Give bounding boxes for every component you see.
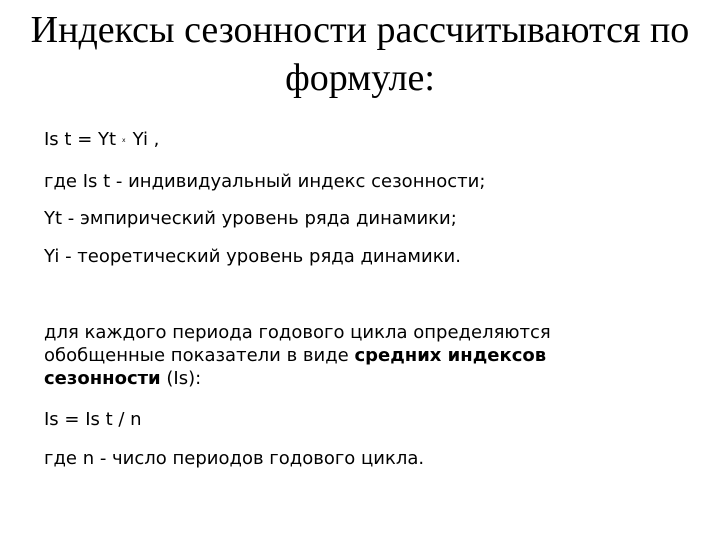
formula-line <box>44 128 159 152</box>
paragraph-suffix: (Is): <box>160 368 202 389</box>
average-index-paragraph <box>44 321 644 390</box>
formula-lhs: Is t = Yt <box>44 129 117 150</box>
formula-operator: x <box>122 136 126 144</box>
definition-individual-index: где Is t - индивидуальный индекс сезонности; <box>44 171 486 192</box>
formula-rhs: Yi , <box>132 129 160 150</box>
paragraph-emphasis: средних индексов сезонности <box>44 345 547 389</box>
average-index-formula: Is = Is t / n <box>44 409 142 430</box>
definition-theoretical-level: Yi - теоретический уровень ряда динамики. <box>44 246 461 267</box>
periods-note: где n - число периодов годового цикла. <box>44 448 425 469</box>
slide-title: Индексы сезонности рассчитываются по формуле: <box>30 9 690 99</box>
paragraph-text: для каждого периода годового цикла определяются обобщенные показатели в виде <box>44 322 551 366</box>
definition-empirical-level: Yt - эмпирический уровень ряда динамики; <box>44 208 457 229</box>
